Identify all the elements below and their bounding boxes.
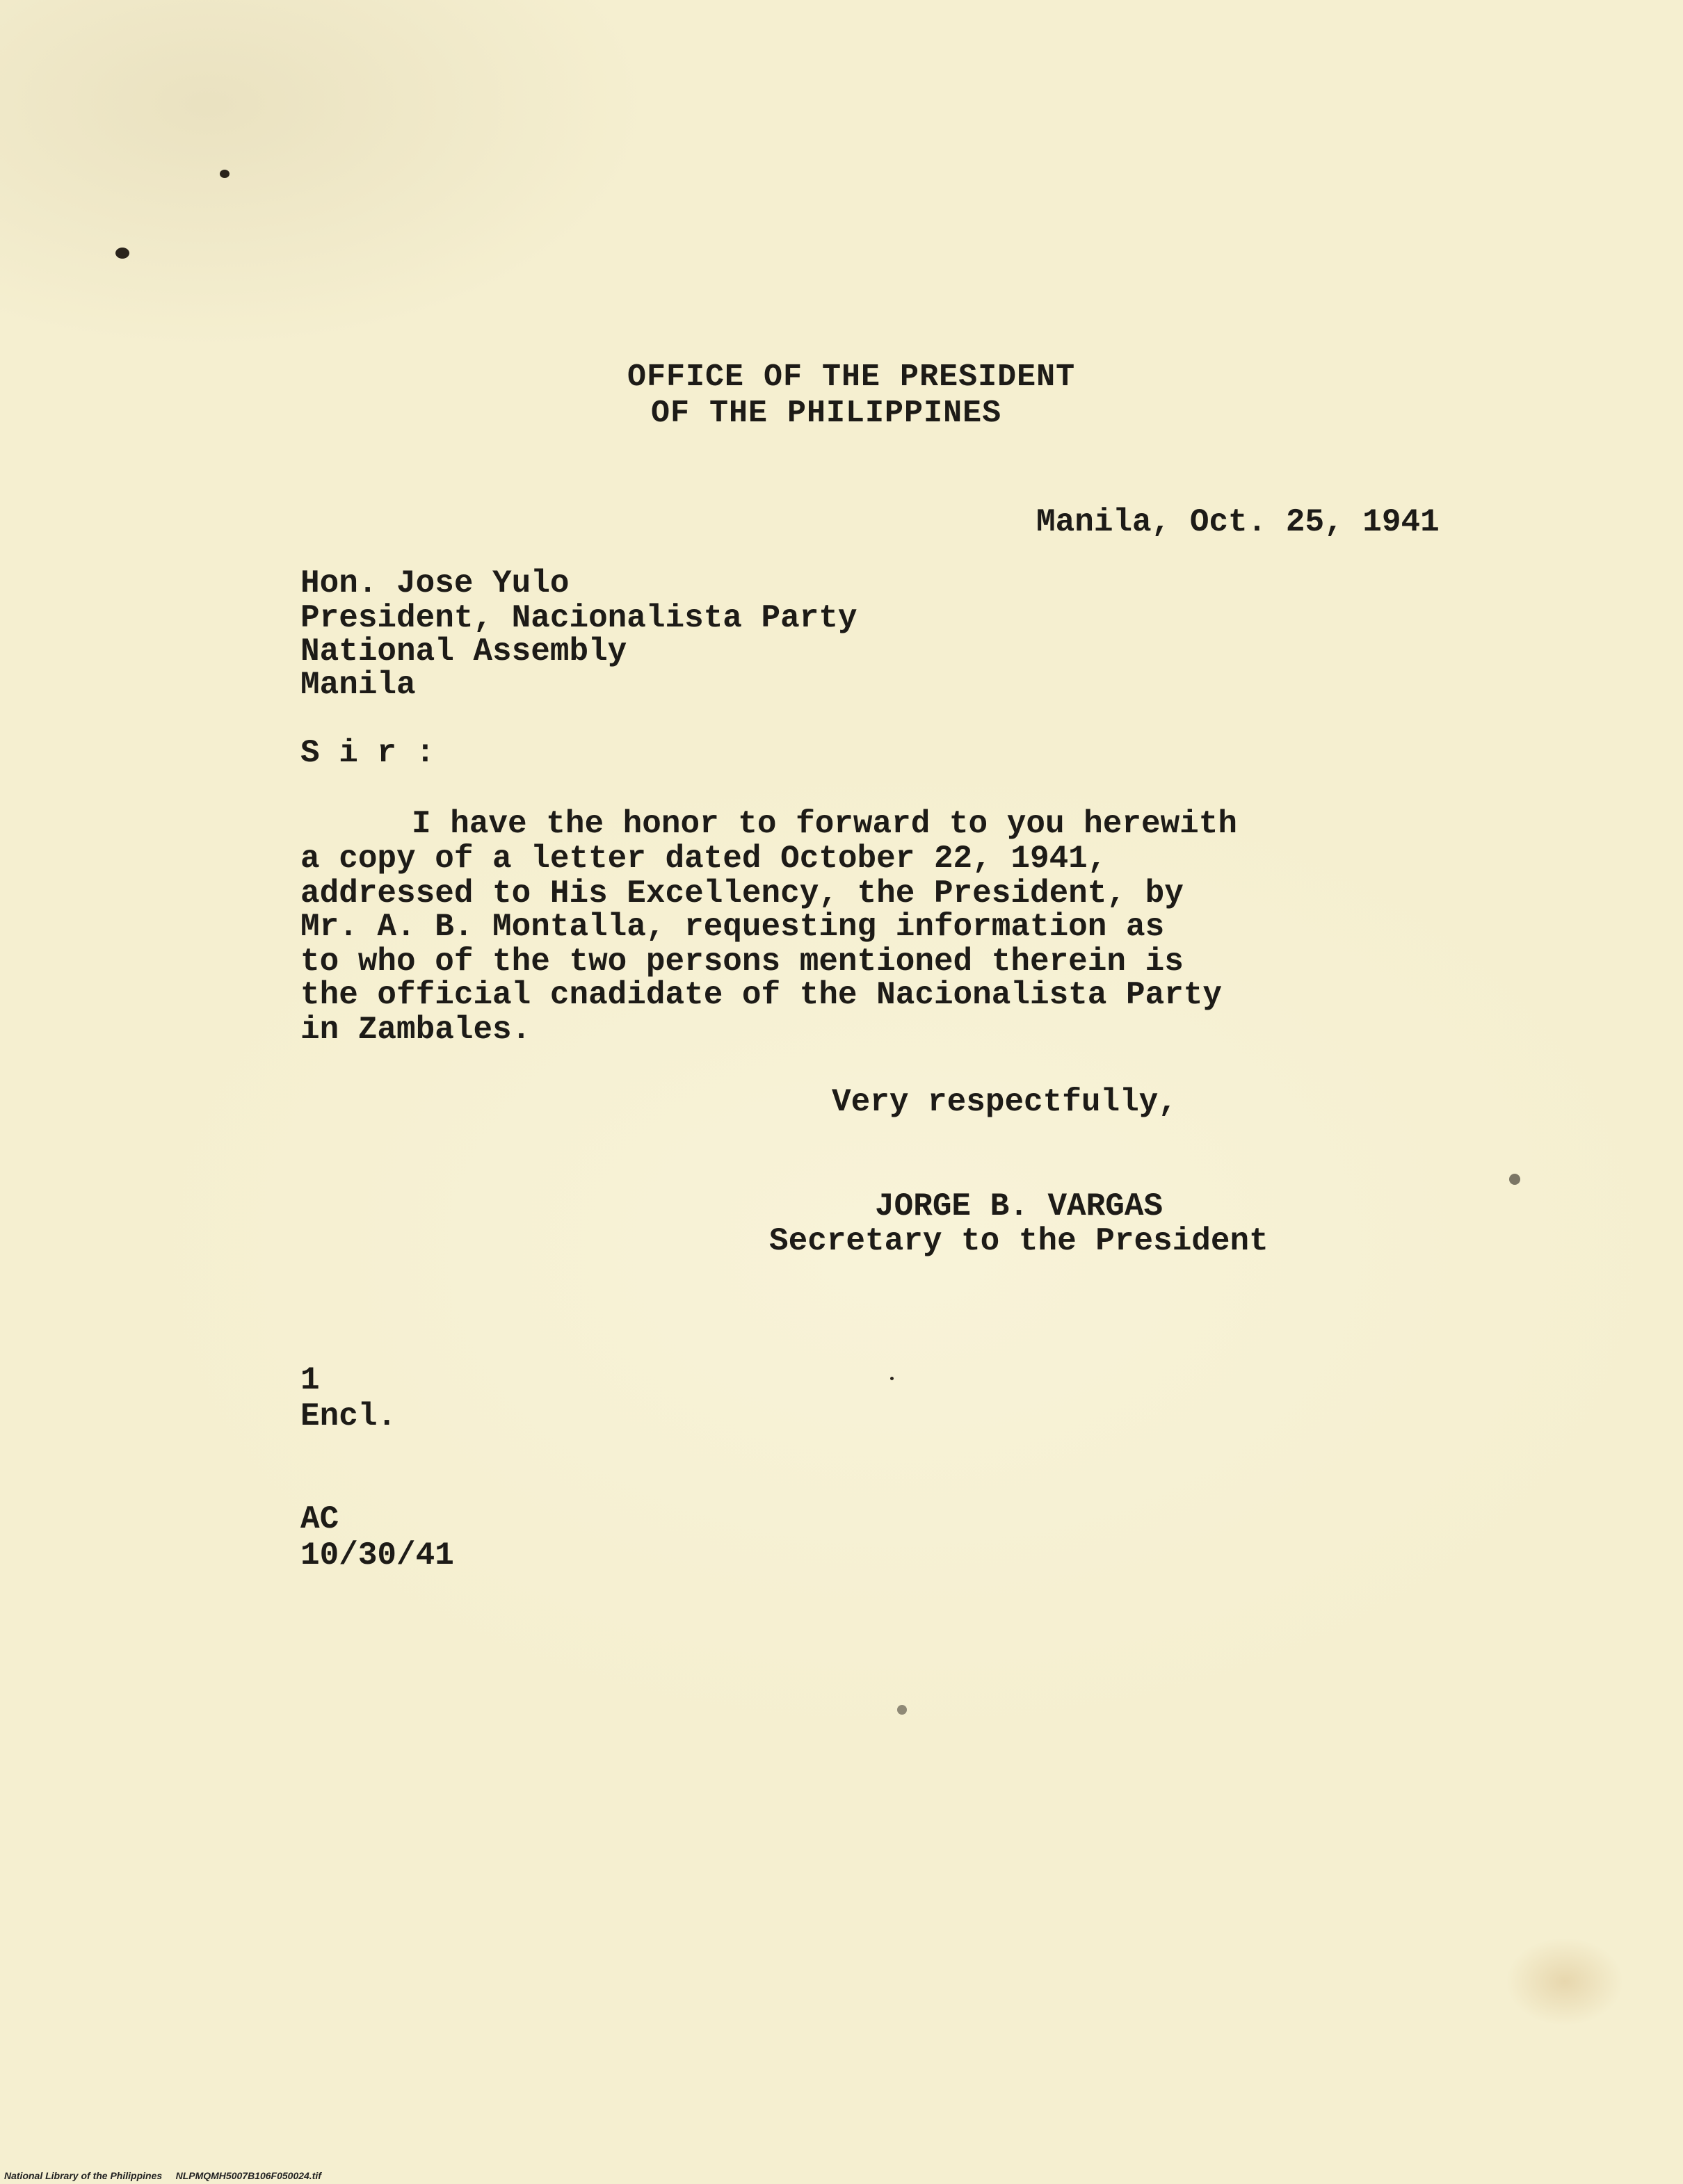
recipient-title: President, Nacionalista Party bbox=[300, 600, 857, 636]
body-line: a copy of a letter dated October 22, 1941, bbox=[300, 841, 1107, 877]
body-line: to who of the two persons mentioned therein is bbox=[300, 944, 1184, 980]
enclosure-count: 1 bbox=[300, 1362, 320, 1398]
signatory-title: Secretary to the President bbox=[769, 1223, 1269, 1259]
ink-blot bbox=[897, 1705, 907, 1715]
ink-blot bbox=[1509, 1174, 1520, 1185]
body-line: Mr. A. B. Montalla, requesting information as bbox=[300, 909, 1165, 945]
signatory-name: JORGE B. VARGAS bbox=[875, 1188, 1163, 1224]
initials-date: 10/30/41 bbox=[300, 1537, 454, 1574]
salutation: S i r : bbox=[300, 735, 435, 771]
dateline: Manila, Oct. 25, 1941 bbox=[1036, 504, 1440, 540]
initials: AC bbox=[300, 1501, 339, 1537]
recipient-name: Hon. Jose Yulo bbox=[300, 565, 570, 601]
ink-blot bbox=[115, 248, 129, 259]
body-line: addressed to His Excellency, the President, by bbox=[300, 875, 1184, 912]
enclosure-label: Encl. bbox=[300, 1398, 397, 1434]
ink-blot bbox=[890, 1377, 894, 1380]
body-line: I have the honor to forward to you herewith bbox=[412, 806, 1237, 842]
archive-footer bbox=[4, 2170, 321, 2181]
ink-blot bbox=[220, 170, 230, 178]
letterhead-line-1: OFFICE OF THE PRESIDENT bbox=[627, 359, 1076, 395]
body-line: the official cnadidate of the Nacionalista Party bbox=[300, 977, 1223, 1013]
library-name: National Library of the Philippines bbox=[4, 2170, 163, 2181]
letterhead-line-2: OF THE PHILIPPINES bbox=[651, 396, 1002, 431]
recipient-city: Manila bbox=[300, 667, 416, 703]
body-line: in Zambales. bbox=[300, 1012, 531, 1048]
file-id: NLPMQMH5007B106F050024.tif bbox=[175, 2170, 321, 2181]
recipient-organization: National Assembly bbox=[300, 633, 627, 670]
closing: Very respectfully, bbox=[832, 1084, 1177, 1120]
